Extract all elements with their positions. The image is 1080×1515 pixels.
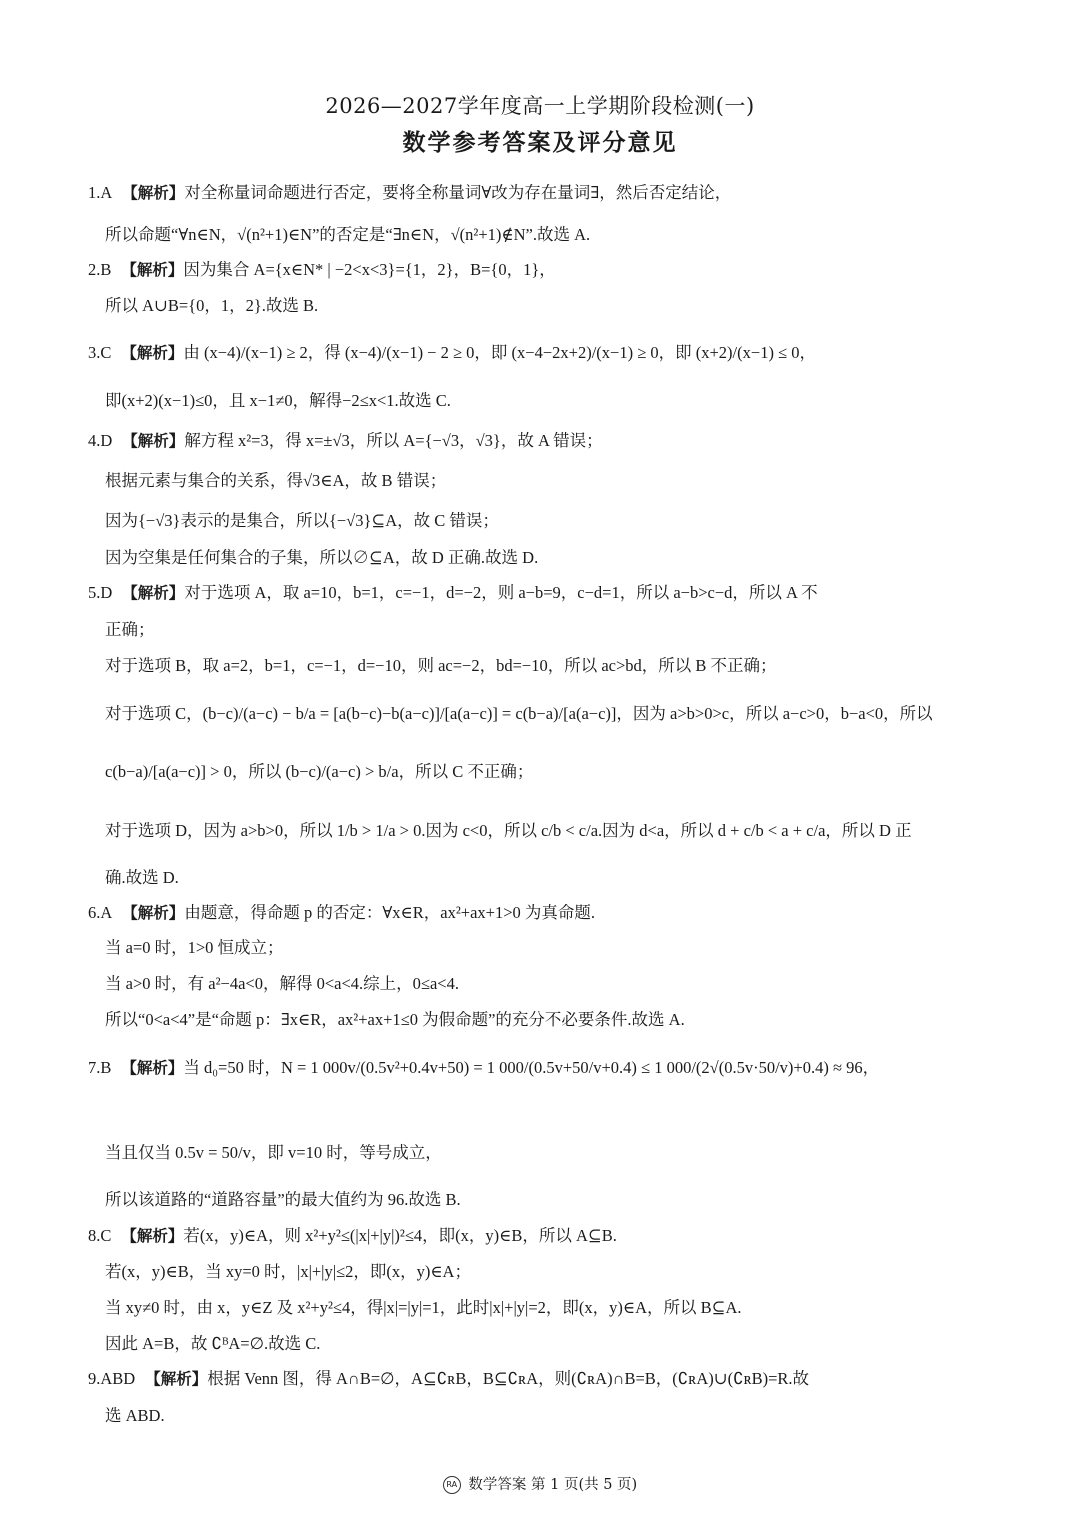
page-subtitle: 数学参考答案及评分意见 bbox=[402, 130, 678, 156]
answer-text: 对于选项 B，取 a=2，b=1，c=−1，d=−10，则 ac=−2，bd=−10，所以 ac>bd，所以 B 不正确； bbox=[105, 656, 777, 675]
question-number: 7.B bbox=[88, 1058, 112, 1077]
answer-text: 由 (x−4)/(x−1) ≥ 2，得 (x−4)/(x−1) − 2 ≥ 0，即 (x−4−2x+2)/(x−1) ≥ 0，即 (x+2)/(x−1) ≤ 0， bbox=[183, 343, 816, 362]
answer-text: 因为集合 A={x∈N* | −2<x<3}={1，2}，B={0，1}， bbox=[183, 260, 556, 279]
answer-line bbox=[105, 764, 533, 781]
answer-item-header bbox=[88, 1060, 879, 1077]
answer-text: 确.故选 D. bbox=[105, 868, 179, 887]
answer-line bbox=[105, 298, 318, 315]
answer-line bbox=[105, 1336, 320, 1353]
answer-text: 因为空集是任何集合的子集，所以∅⊆A，故 D 正确.故选 D. bbox=[105, 548, 539, 567]
answer-text: 正确； bbox=[105, 620, 155, 639]
analysis-tag: 【解析】 bbox=[121, 1059, 184, 1077]
answer-line bbox=[105, 622, 155, 639]
answer-text: 当 a=0 时，1>0 恒成立； bbox=[105, 938, 284, 957]
analysis-tag: 【解析】 bbox=[122, 432, 185, 450]
answer-line bbox=[105, 1012, 685, 1029]
answer-text: 因此 A=B，故 ∁ᴮA=∅.故选 C. bbox=[105, 1334, 321, 1353]
question-number: 3.C bbox=[88, 343, 112, 362]
answer-line bbox=[105, 870, 179, 887]
answer-line bbox=[105, 940, 284, 957]
page-title: 2026—2027学年度高一上学期阶段检测(一) bbox=[325, 94, 755, 118]
answer-line bbox=[105, 706, 933, 723]
answer-text: 根据元素与集合的关系，得√3∈A，故 B 错误； bbox=[105, 471, 447, 490]
question-number: 8.C bbox=[88, 1226, 112, 1245]
answer-line bbox=[105, 227, 590, 244]
question-number: 4.D bbox=[88, 431, 113, 450]
question-number: 2.B bbox=[88, 260, 112, 279]
analysis-tag: 【解析】 bbox=[122, 904, 185, 922]
answer-text: 即(x+2)(x−1)≤0，且 x−1≠0，解得−2≤x<1.故选 C. bbox=[105, 391, 451, 410]
answer-line bbox=[105, 1192, 461, 1209]
analysis-tag: 【解析】 bbox=[121, 261, 184, 279]
answer-text: 所以“0<a<4”是“命题 p：∃x∈R，ax²+ax+1≤0 为假命题”的充分不必要条件.故选 A. bbox=[105, 1010, 685, 1029]
answer-item-header bbox=[88, 1228, 617, 1245]
answer-text: 解方程 x²=3，得 x=±√3，所以 A={−√3，√3}，故 A 错误； bbox=[184, 431, 603, 450]
answer-item-header bbox=[88, 262, 556, 279]
answer-item-header bbox=[88, 433, 603, 450]
question-number: 5.D bbox=[88, 583, 113, 602]
analysis-tag: 【解析】 bbox=[122, 184, 185, 202]
question-number: 6.A bbox=[88, 903, 113, 922]
publisher-logo-icon: RA bbox=[443, 1476, 461, 1494]
answer-line bbox=[105, 513, 499, 530]
answer-line bbox=[105, 1300, 742, 1317]
answer-text: 由题意，得命题 p 的否定：∀x∈R，ax²+ax+1>0 为真命题. bbox=[184, 903, 595, 922]
answer-text: 所以该道路的“道路容量”的最大值约为 96.故选 B. bbox=[105, 1190, 461, 1209]
analysis-tag: 【解析】 bbox=[122, 584, 185, 602]
answer-text: 选 ABD. bbox=[105, 1406, 165, 1425]
answer-text: c(b−a)/[a(a−c)] > 0，所以 (b−c)/(a−c) > b/a，所以 C 不正确； bbox=[105, 762, 534, 781]
analysis-tag: 【解析】 bbox=[121, 1227, 184, 1245]
question-number: 1.A bbox=[88, 183, 113, 202]
answer-line bbox=[105, 658, 777, 675]
answer-text: 所以 A∪B={0，1，2}.故选 B. bbox=[105, 296, 319, 315]
answer-text: 所以命题“∀n∈N，√(n²+1)∈N”的否定是“∃n∈N，√(n²+1)∉N”.故选 A. bbox=[105, 225, 591, 244]
analysis-tag: 【解析】 bbox=[121, 344, 184, 362]
answer-text: 对于选项 D，因为 a>b>0，所以 1/b > 1/a > 0.因为 c<0，所以 c/b < c/a.因为 d<a，所以 d + c/b < a + c/a，所以 D 正 bbox=[105, 821, 912, 840]
answer-text: 对全称量词命题进行否定，要将全称量词∀改为存在量词∃，然后否定结论， bbox=[184, 183, 732, 202]
analysis-tag: 【解析】 bbox=[145, 1370, 208, 1388]
answer-line bbox=[105, 1264, 471, 1281]
answer-text: 对于选项 A，取 a=10，b=1，c=−1，d=−2，则 a−b=9，c−d=1，所以 a−b>c−d，所以 A 不 bbox=[184, 583, 818, 602]
answer-line bbox=[105, 1145, 442, 1162]
question-number: 9.ABD bbox=[88, 1369, 136, 1388]
answer-item-header bbox=[88, 905, 595, 922]
answer-line bbox=[105, 550, 538, 567]
answer-text: 因为{−√3}表示的是集合，所以{−√3}⊆A，故 C 错误； bbox=[105, 511, 499, 530]
answer-item-header bbox=[88, 1371, 809, 1388]
answer-line bbox=[105, 393, 451, 410]
answer-text: 对于选项 C，(b−c)/(a−c) − b/a = [a(b−c)−b(a−c)]/[a(a−c)] = c(b−a)/[a(a−c)]，因为 a>b>0>c，所以 a−c>0，b−a<0，所以 bbox=[105, 704, 933, 723]
answer-line bbox=[105, 823, 912, 840]
answer-text: 当 d₀=50 时，N = 1 000v/(0.5v²+0.4v+50) = 1 000/(0.5v+50/v+0.4) ≤ 1 000/(2√(0.5v·50/v)+0.4) ≈ 96， bbox=[183, 1058, 880, 1077]
footer-page-label: 数学答案 第 1 页(共 5 页) bbox=[468, 1477, 638, 1493]
answer-line bbox=[105, 473, 446, 490]
answer-item-header bbox=[88, 185, 731, 202]
answer-text: 根据 Venn 图，得 A∩B=∅，A⊆∁ʀB，B⊆∁ʀA，则(∁ʀA)∩B=B，(∁ʀA)∪(∁ʀB)=R.故 bbox=[207, 1369, 810, 1388]
answer-line bbox=[105, 1408, 165, 1425]
answer-item-header bbox=[88, 345, 816, 362]
answer-text: 当且仅当 0.5v = 50/v，即 v=10 时，等号成立， bbox=[105, 1143, 442, 1162]
page-footer bbox=[0, 1473, 1080, 1494]
answer-text: 当 xy≠0 时，由 x，y∈Z 及 x²+y²≤4，得|x|=|y|=1，此时|x|+|y|=2，即(x，y)∈A，所以 B⊆A. bbox=[105, 1298, 742, 1317]
answer-text: 若(x，y)∈B，当 xy=0 时，|x|+|y|≤2，即(x，y)∈A； bbox=[105, 1262, 471, 1281]
answer-item-header bbox=[88, 585, 818, 602]
answer-text: 当 a>0 时，有 a²−4a<0，解得 0<a<4.综上，0≤a<4. bbox=[105, 974, 459, 993]
answer-line bbox=[105, 976, 459, 993]
answer-text: 若(x，y)∈A，则 x²+y²≤(|x|+|y|)²≤4，即(x，y)∈B，所以 A⊆B. bbox=[183, 1226, 617, 1245]
